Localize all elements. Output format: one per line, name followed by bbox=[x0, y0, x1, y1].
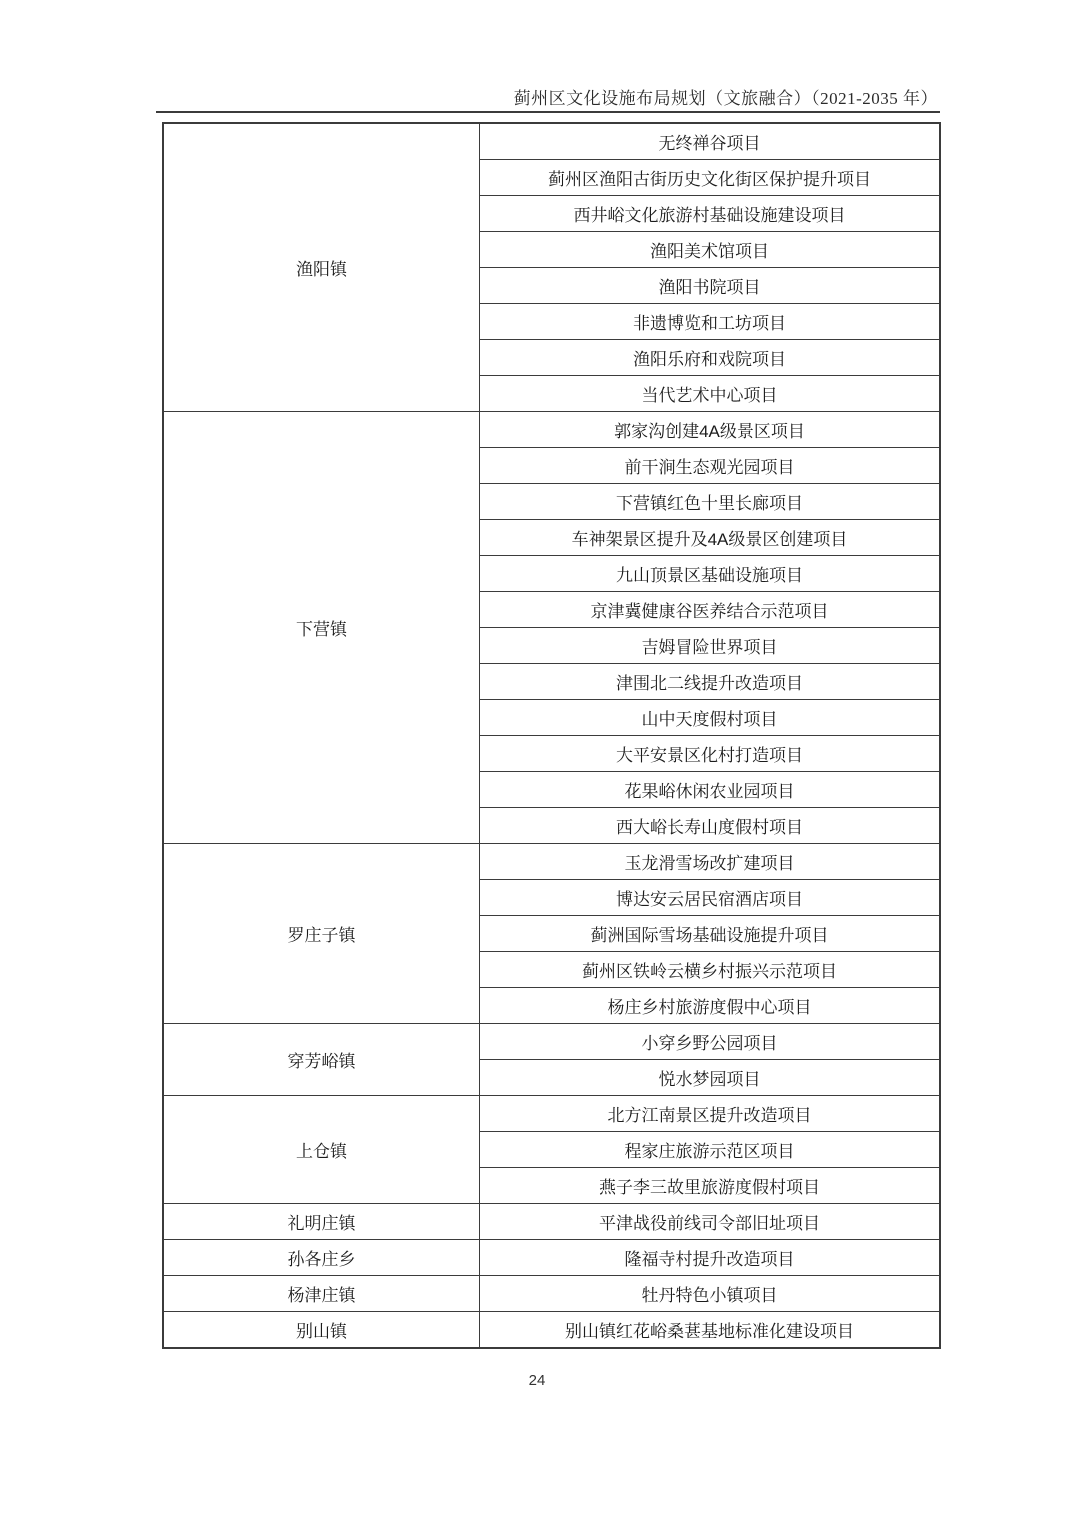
table-row bbox=[163, 1024, 940, 1060]
project-cell: 平津战役前线司令部旧址项目 bbox=[480, 1204, 941, 1240]
project-cell: 杨庄乡村旅游度假中心项目 bbox=[480, 988, 941, 1024]
projects-table-body bbox=[163, 123, 940, 1348]
project-cell: 博达安云居民宿酒店项目 bbox=[480, 880, 941, 916]
header-rule bbox=[156, 111, 940, 113]
town-cell: 礼明庄镇 bbox=[163, 1204, 480, 1240]
town-cell: 杨津庄镇 bbox=[163, 1276, 480, 1312]
table-row bbox=[163, 1096, 940, 1132]
project-cell: 燕子李三故里旅游度假村项目 bbox=[480, 1168, 941, 1204]
town-cell: 渔阳镇 bbox=[163, 123, 480, 412]
project-cell: 渔阳书院项目 bbox=[480, 268, 941, 304]
project-cell: 山中天度假村项目 bbox=[480, 700, 941, 736]
project-cell: 西大峪长寿山度假村项目 bbox=[480, 808, 941, 844]
project-cell: 吉姆冒险世界项目 bbox=[480, 628, 941, 664]
table-row bbox=[163, 412, 940, 448]
project-cell: 九山顶景区基础设施项目 bbox=[480, 556, 941, 592]
project-cell: 小穿乡野公园项目 bbox=[480, 1024, 941, 1060]
projects-table bbox=[162, 122, 941, 1349]
table-row bbox=[163, 844, 940, 880]
project-cell: 渔阳美术馆项目 bbox=[480, 232, 941, 268]
page-header-title: 蓟州区文化设施布局规划（文旅融合）（2021-2035 年） bbox=[513, 89, 938, 108]
town-cell: 穿芳峪镇 bbox=[163, 1024, 480, 1096]
project-cell: 前干涧生态观光园项目 bbox=[480, 448, 941, 484]
project-cell: 牡丹特色小镇项目 bbox=[480, 1276, 941, 1312]
project-cell: 津围北二线提升改造项目 bbox=[480, 664, 941, 700]
project-cell: 北方江南景区提升改造项目 bbox=[480, 1096, 941, 1132]
table-row bbox=[163, 1312, 940, 1349]
town-cell: 上仓镇 bbox=[163, 1096, 480, 1204]
project-cell: 蓟州区铁岭云横乡村振兴示范项目 bbox=[480, 952, 941, 988]
project-cell: 玉龙滑雪场改扩建项目 bbox=[480, 844, 941, 880]
table-row bbox=[163, 1240, 940, 1276]
project-cell: 当代艺术中心项目 bbox=[480, 376, 941, 412]
town-cell: 下营镇 bbox=[163, 412, 480, 844]
project-cell: 京津冀健康谷医养结合示范项目 bbox=[480, 592, 941, 628]
project-cell: 别山镇红花峪桑葚基地标准化建设项目 bbox=[480, 1312, 941, 1349]
town-cell: 别山镇 bbox=[163, 1312, 480, 1349]
project-cell: 非遗博览和工坊项目 bbox=[480, 304, 941, 340]
project-cell: 下营镇红色十里长廊项目 bbox=[480, 484, 941, 520]
project-cell: 隆福寺村提升改造项目 bbox=[480, 1240, 941, 1276]
project-cell: 渔阳乐府和戏院项目 bbox=[480, 340, 941, 376]
project-cell: 无终禅谷项目 bbox=[480, 123, 941, 160]
table-row bbox=[163, 123, 940, 160]
project-cell: 大平安景区化村打造项目 bbox=[480, 736, 941, 772]
project-cell: 悦水梦园项目 bbox=[480, 1060, 941, 1096]
project-cell: 西井峪文化旅游村基础设施建设项目 bbox=[480, 196, 941, 232]
project-cell: 蓟洲国际雪场基础设施提升项目 bbox=[480, 916, 941, 952]
table-row bbox=[163, 1204, 940, 1240]
page-number: 24 bbox=[528, 1372, 546, 1389]
table-row bbox=[163, 1276, 940, 1312]
project-cell: 花果峪休闲农业园项目 bbox=[480, 772, 941, 808]
project-cell: 车神架景区提升及4A级景区创建项目 bbox=[480, 520, 941, 556]
project-cell: 蓟州区渔阳古街历史文化街区保护提升项目 bbox=[480, 160, 941, 196]
town-cell: 罗庄子镇 bbox=[163, 844, 480, 1024]
project-cell: 程家庄旅游示范区项目 bbox=[480, 1132, 941, 1168]
town-cell: 孙各庄乡 bbox=[163, 1240, 480, 1276]
project-cell: 郭家沟创建4A级景区项目 bbox=[480, 412, 941, 448]
